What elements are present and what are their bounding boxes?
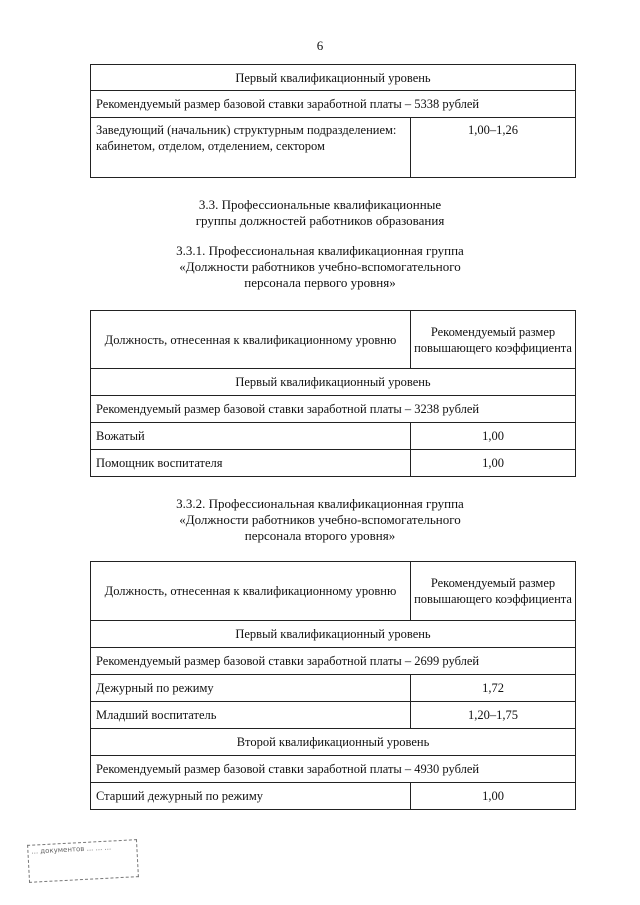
registration-stamp: ... документов ... ... ... <box>27 839 139 883</box>
coefficient-cell: 1,72 <box>411 675 576 702</box>
page-number: 6 <box>316 38 324 53</box>
position-cell: Вожатый <box>91 423 411 450</box>
base-rate-row: Рекомендуемый размер базовой ставки заработной платы – 2699 рублей <box>91 648 576 675</box>
header-position: Должность, отнесенная к квалификационному уровню <box>91 311 411 369</box>
table-group-3-3-2 <box>90 561 576 810</box>
header-coefficient: Рекомендуемый размер повышающего коэффициента <box>411 562 576 621</box>
qualification-level-row: Первый квалификационный уровень <box>91 621 576 648</box>
header-coefficient: Рекомендуемый размер повышающего коэффициента <box>411 311 576 369</box>
coefficient-cell: 1,00 <box>411 450 576 477</box>
position-cell: Старший дежурный по режиму <box>91 783 411 810</box>
coefficient-cell: 1,00 <box>411 783 576 810</box>
qualification-level-row: Первый квалификационный уровень <box>91 369 576 396</box>
base-rate-row: Рекомендуемый размер базовой ставки заработной платы – 5338 рублей <box>91 91 576 118</box>
qualification-level-row: Первый квалификационный уровень <box>91 65 576 91</box>
position-cell: Дежурный по режиму <box>91 675 411 702</box>
position-cell: Заведующий (начальник) структурным подразделением: кабинетом, отделом, отделением, сектором <box>91 118 411 178</box>
header-position: Должность, отнесенная к квалификационному уровню <box>91 562 411 621</box>
base-rate-row: Рекомендуемый размер базовой ставки заработной платы – 4930 рублей <box>91 756 576 783</box>
table-continuation <box>90 64 576 178</box>
section-heading: 3.3. Профессиональные квалификационные группы должностей работников образования <box>195 197 445 228</box>
coefficient-cell: 1,00 <box>411 423 576 450</box>
position-cell: Младший воспитатель <box>91 702 411 729</box>
position-cell: Помощник воспитателя <box>91 450 411 477</box>
coefficient-cell: 1,00–1,26 <box>411 118 576 178</box>
qualification-level-row: Второй квалификационный уровень <box>91 729 576 756</box>
group-heading-3-3-2: 3.3.2. Профессиональная квалификационная группа «Должности работников учебно-вспомогательного персонала второго уровня» <box>176 496 464 543</box>
table-group-3-3-1 <box>90 310 576 477</box>
coefficient-cell: 1,20–1,75 <box>411 702 576 729</box>
base-rate-row: Рекомендуемый размер базовой ставки заработной платы – 3238 рублей <box>91 396 576 423</box>
group-heading-3-3-1: 3.3.1. Профессиональная квалификационная группа «Должности работников учебно-вспомогательного персонала первого уровня» <box>176 243 464 290</box>
